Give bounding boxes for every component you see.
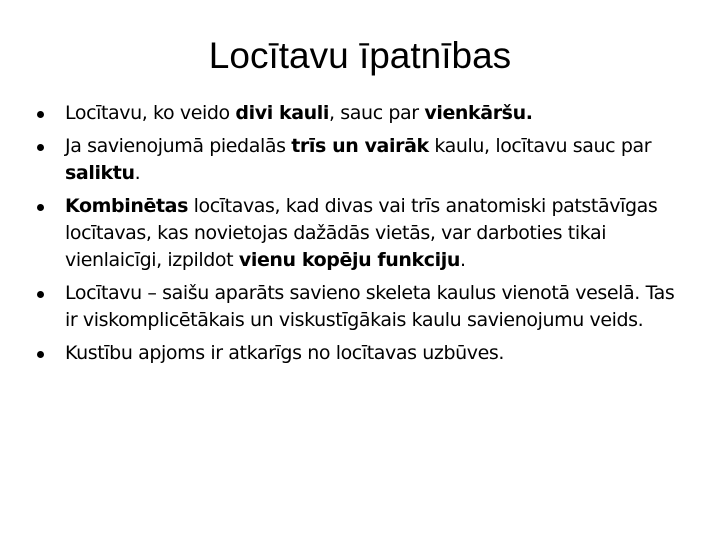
- bullet-text-bold-segment: divi kauli: [235, 102, 330, 124]
- bullet-text-segment: .: [134, 162, 141, 184]
- bullet-item: [36, 340, 676, 367]
- bullet-text-segment: Locītavu – saišu aparāts savieno skeleta kaulus vienotā veselā. Tas ir viskomplicētākais un viskustīgākais kaulu savienojumu veids.: [65, 282, 675, 331]
- bullet-text-segment: Ja savienojumā piedalās: [65, 135, 292, 157]
- bullet-item: [36, 193, 676, 274]
- bullet-text-segment: locītavas, kad divas vai trīs anatomiski patstāvīgas locītavas, kas novietojas dažādās vietās, var darboties tikai vienlaicīgi, izpildot: [65, 195, 658, 271]
- bullet-item: [36, 280, 676, 334]
- bullet-text-segment: .: [459, 249, 466, 271]
- bullet-dot-icon: [37, 144, 44, 151]
- bullet-dot-icon: [37, 204, 44, 211]
- bullet-text-segment: kaulu, locītavu sauc par: [428, 135, 652, 157]
- bullet-text-segment: , sauc par: [329, 102, 425, 124]
- bullet-text-bold-segment: trīs un vairāk: [291, 135, 429, 157]
- slide-title: Locītavu īpatnības: [208, 35, 512, 76]
- bullet-dot-icon: [37, 111, 44, 118]
- bullet-item: [36, 100, 676, 127]
- bullet-text-segment: Locītavu, ko veido: [65, 102, 236, 124]
- bullet-text-bold-segment: vienu kopēju funkciju: [238, 249, 460, 271]
- bullet-list: [36, 100, 676, 373]
- bullet-text-bold-segment: saliktu: [65, 162, 135, 184]
- bullet-item: [36, 133, 676, 187]
- bullet-text-bold-segment: Kombinētas: [65, 195, 188, 217]
- bullet-dot-icon: [37, 351, 44, 358]
- bullet-text-bold-segment: vienkāršu.: [424, 102, 533, 124]
- bullet-text-segment: Kustību apjoms ir atkarīgs no locītavas uzbūves.: [65, 342, 505, 364]
- bullet-dot-icon: [37, 291, 44, 298]
